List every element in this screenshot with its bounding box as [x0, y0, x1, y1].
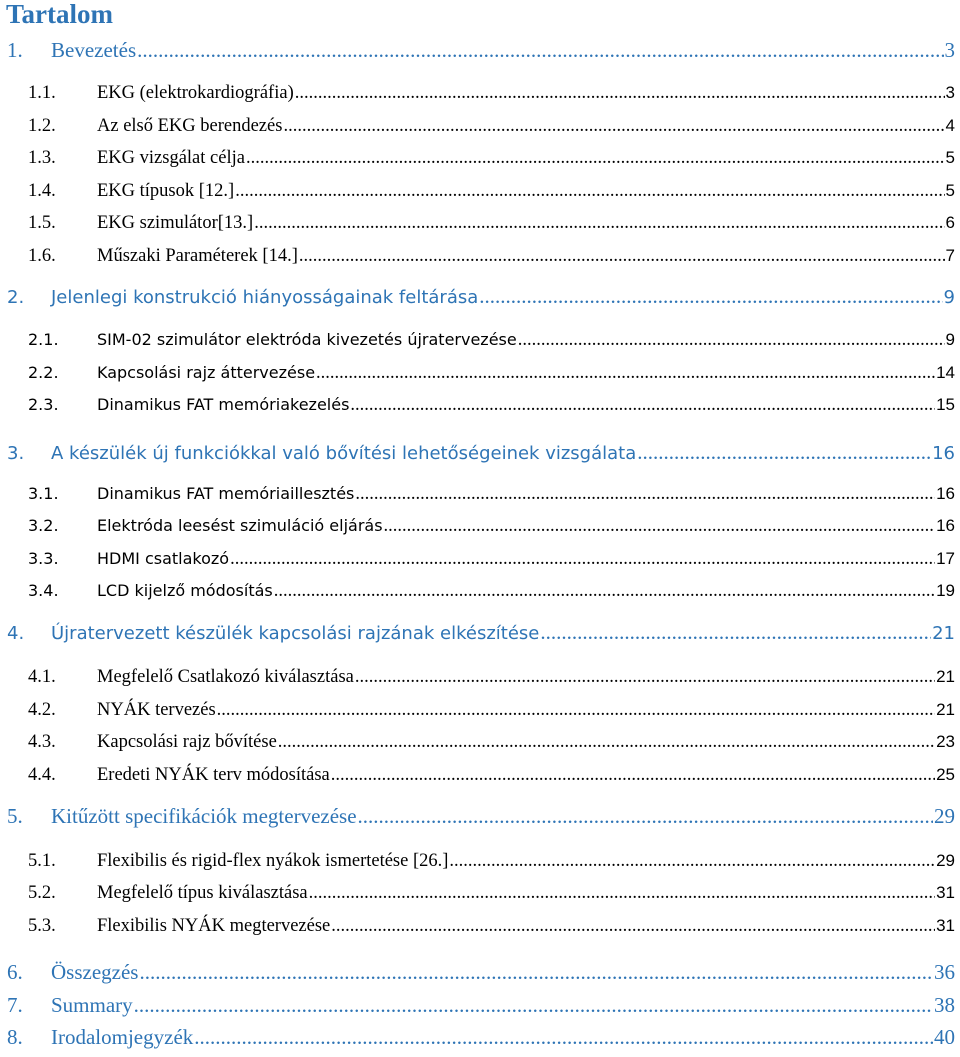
- toc-entry-chapter[interactable]: [0, 804, 955, 834]
- toc-entry-number: 1.5.: [28, 213, 56, 233]
- toc-entry-section[interactable]: [0, 148, 955, 174]
- toc-entry-chapter[interactable]: [0, 440, 955, 470]
- toc-entry-label: A készülék új funkciókkal való bővítési lehetőségeinek vizsgálata: [51, 443, 637, 464]
- toc-entry-number: 5.1.: [28, 851, 56, 871]
- toc-entry-chapter[interactable]: [0, 993, 955, 1023]
- toc-entry-page: 9: [945, 330, 955, 349]
- toc-entry-label: Megfelelő típus kiválasztása: [97, 883, 308, 903]
- toc-entry-number: 3.4.: [28, 581, 59, 600]
- toc-leader-dots: [358, 804, 933, 829]
- toc-leader-dots: [217, 700, 935, 721]
- toc-leader-dots: [137, 38, 943, 63]
- toc-entry-page: 9: [943, 287, 955, 308]
- toc-entry-number: 3.3.: [28, 549, 59, 568]
- toc-entry-number: 4.4.: [28, 765, 56, 785]
- toc-entry-label: EKG típusok [12.]: [97, 181, 235, 201]
- toc-entry-label: Dinamikus FAT memóriakezelés: [97, 395, 350, 414]
- toc-entry-label: EKG szimulátor[13.]: [97, 213, 254, 233]
- toc-entry-page: 4: [945, 116, 955, 135]
- toc-leader-dots: [254, 213, 944, 234]
- toc-entry-label: HDMI csatlakozó: [97, 549, 230, 568]
- toc-entry-section[interactable]: [0, 516, 955, 542]
- toc-entry-page: 29: [936, 851, 955, 870]
- toc-entry-page: 21: [936, 700, 955, 719]
- toc-entry-number: 6.: [7, 960, 23, 984]
- toc-leader-dots: [355, 667, 935, 688]
- toc-leader-dots: [518, 330, 945, 351]
- toc-entry-page: 19: [936, 581, 955, 600]
- toc-entry-section[interactable]: [0, 330, 955, 356]
- toc-entry-section[interactable]: [0, 181, 955, 207]
- toc-entry-number: 2.2.: [28, 363, 59, 382]
- toc-entry-page: 7: [945, 246, 955, 265]
- toc-entry-number: 1.1.: [28, 83, 56, 103]
- toc-leader-dots: [230, 549, 935, 570]
- toc-leader-dots: [331, 916, 935, 937]
- toc-entry-chapter[interactable]: [0, 1025, 955, 1055]
- toc-entry-page: 16: [936, 484, 955, 503]
- toc-entry-page: 5: [945, 181, 955, 200]
- toc-entry-label: Az első EKG berendezés: [97, 116, 283, 136]
- toc-entry-number: 7.: [7, 993, 23, 1017]
- toc-entry-section[interactable]: [0, 246, 955, 272]
- toc-entry-section[interactable]: [0, 363, 955, 389]
- toc-leader-dots: [274, 581, 935, 602]
- toc-entry-number: 1.3.: [28, 148, 56, 168]
- toc-entry-section[interactable]: [0, 83, 955, 109]
- toc-entry-label: Summary: [51, 993, 133, 1017]
- toc-entry-number: 2.: [7, 287, 25, 308]
- toc-entry-section[interactable]: [0, 213, 955, 239]
- toc-entry-page: 38: [934, 993, 955, 1017]
- toc-entry-label: Műszaki Paraméterek [14.]: [97, 246, 298, 266]
- toc-entry-label: LCD kijelző módosítás: [97, 581, 273, 600]
- toc-entry-number: 4.1.: [28, 667, 56, 687]
- toc-entry-label: Eredeti NYÁK terv módosítása: [97, 765, 330, 785]
- toc-entry-section[interactable]: [0, 851, 955, 877]
- toc-entry-section[interactable]: [0, 916, 955, 942]
- toc-entry-number: 2.3.: [28, 395, 59, 414]
- toc-entry-page: 40: [934, 1025, 955, 1049]
- toc-entry-label: Kitűzött specifikációk megtervezése: [51, 804, 357, 828]
- toc-entry-chapter[interactable]: [0, 38, 955, 68]
- toc-entry-number: 1.6.: [28, 246, 56, 266]
- toc-entry-label: Megfelelő Csatlakozó kiválasztása: [97, 667, 354, 687]
- toc-leader-dots: [449, 851, 935, 872]
- toc-entry-label: Kapcsolási rajz áttervezése: [97, 363, 316, 382]
- toc-leader-dots: [295, 83, 945, 104]
- toc-entry-number: 1.: [7, 38, 23, 62]
- toc-entry-number: 5.: [7, 804, 23, 828]
- toc-leader-dots: [350, 395, 935, 416]
- toc-leader-dots: [299, 246, 945, 267]
- toc-entry-page: 29: [934, 804, 955, 828]
- toc-leader-dots: [134, 993, 933, 1018]
- toc-leader-dots: [355, 484, 935, 505]
- toc-entry-label: Flexibilis NYÁK megtervezése: [97, 916, 331, 936]
- toc-entry-page: 14: [936, 363, 955, 382]
- toc-entry-page: 21: [936, 667, 955, 686]
- toc-leader-dots: [316, 363, 935, 384]
- toc-entry-page: 3: [944, 38, 955, 62]
- toc-entry-section[interactable]: [0, 116, 955, 142]
- toc-entry-label: Bevezetés: [51, 38, 137, 62]
- toc-leader-dots: [139, 960, 933, 985]
- toc-entry-page: 16: [936, 516, 955, 535]
- toc-title: Tartalom: [6, 0, 113, 29]
- toc-entry-section[interactable]: [0, 883, 955, 909]
- toc-entry-section[interactable]: [0, 581, 955, 607]
- toc-entry-label: Flexibilis és rigid-flex nyákok ismertetése [26.]: [97, 851, 449, 871]
- toc-entry-number: 3.1.: [28, 484, 59, 503]
- toc-entry-page: 17: [936, 549, 955, 568]
- toc-entry-page: 6: [945, 213, 955, 232]
- toc-entry-section[interactable]: [0, 700, 955, 726]
- toc-leader-dots: [331, 765, 935, 786]
- toc-entry-chapter[interactable]: [0, 284, 955, 314]
- toc-entry-page: 15: [936, 395, 955, 414]
- toc-entry-number: 8.: [7, 1025, 23, 1049]
- toc-entry-label: Elektróda leesést szimuláció eljárás: [97, 516, 383, 535]
- toc-entry-number: 5.2.: [28, 883, 56, 903]
- toc-entry-label: EKG (elektrokardiográfia): [97, 83, 294, 103]
- toc-entry-number: 4.: [7, 623, 25, 644]
- toc-entry-chapter[interactable]: [0, 620, 955, 650]
- toc-entry-number: 1.2.: [28, 116, 56, 136]
- toc-entry-section[interactable]: [0, 732, 955, 758]
- toc-entry-label: Jelenlegi konstrukció hiányosságainak feltárása: [51, 287, 479, 308]
- toc-entry-label: EKG vizsgálat célja: [97, 148, 245, 168]
- toc-entry-section[interactable]: [0, 484, 955, 510]
- toc-entry-number: 5.3.: [28, 916, 56, 936]
- toc-entry-label: Dinamikus FAT memóriaillesztés: [97, 484, 355, 503]
- toc-entry-label: Kapcsolási rajz bővítése: [97, 732, 277, 752]
- toc-leader-dots: [278, 732, 935, 753]
- toc-entry-label: NYÁK tervezés: [97, 700, 216, 720]
- toc-leader-dots: [246, 148, 945, 169]
- toc-entry-section[interactable]: [0, 549, 955, 575]
- toc-leader-dots: [283, 116, 944, 137]
- toc-entry-number: 4.2.: [28, 700, 56, 720]
- toc-entry-page: 31: [936, 916, 955, 935]
- toc-leader-dots: [540, 620, 931, 645]
- toc-entry-number: 4.3.: [28, 732, 56, 752]
- toc-entry-number: 3.2.: [28, 516, 59, 535]
- toc-entry-chapter[interactable]: [0, 960, 955, 990]
- toc-leader-dots: [479, 284, 942, 309]
- toc-entry-page: 5: [945, 148, 955, 167]
- toc-entry-number: 1.4.: [28, 181, 56, 201]
- toc-leader-dots: [637, 440, 931, 465]
- toc-leader-dots: [384, 516, 936, 537]
- toc-entry-section[interactable]: [0, 765, 955, 791]
- toc-entry-label: Újratervezett készülék kapcsolási rajzának elkészítése: [51, 623, 540, 644]
- toc-entry-number: 2.1.: [28, 330, 59, 349]
- toc-entry-section[interactable]: [0, 667, 955, 693]
- toc-entry-page: 25: [936, 765, 955, 784]
- toc-entry-label: Irodalomjegyzék: [51, 1025, 194, 1049]
- toc-entry-page: 31: [936, 883, 955, 902]
- toc-entry-number: 3.: [7, 443, 25, 464]
- toc-entry-page: 3: [945, 83, 955, 102]
- toc-entry-page: 16: [932, 443, 955, 464]
- toc-entry-page: 21: [932, 623, 955, 644]
- toc-entry-label: SIM-02 szimulátor elektróda kivezetés újratervezése: [97, 330, 517, 349]
- toc-entry-label: Összegzés: [51, 960, 139, 984]
- toc-leader-dots: [309, 883, 935, 904]
- toc-leader-dots: [235, 181, 944, 202]
- toc-entry-page: 23: [936, 732, 955, 751]
- toc-entry-section[interactable]: [0, 395, 955, 421]
- toc-leader-dots: [194, 1025, 933, 1050]
- toc-entry-page: 36: [934, 960, 955, 984]
